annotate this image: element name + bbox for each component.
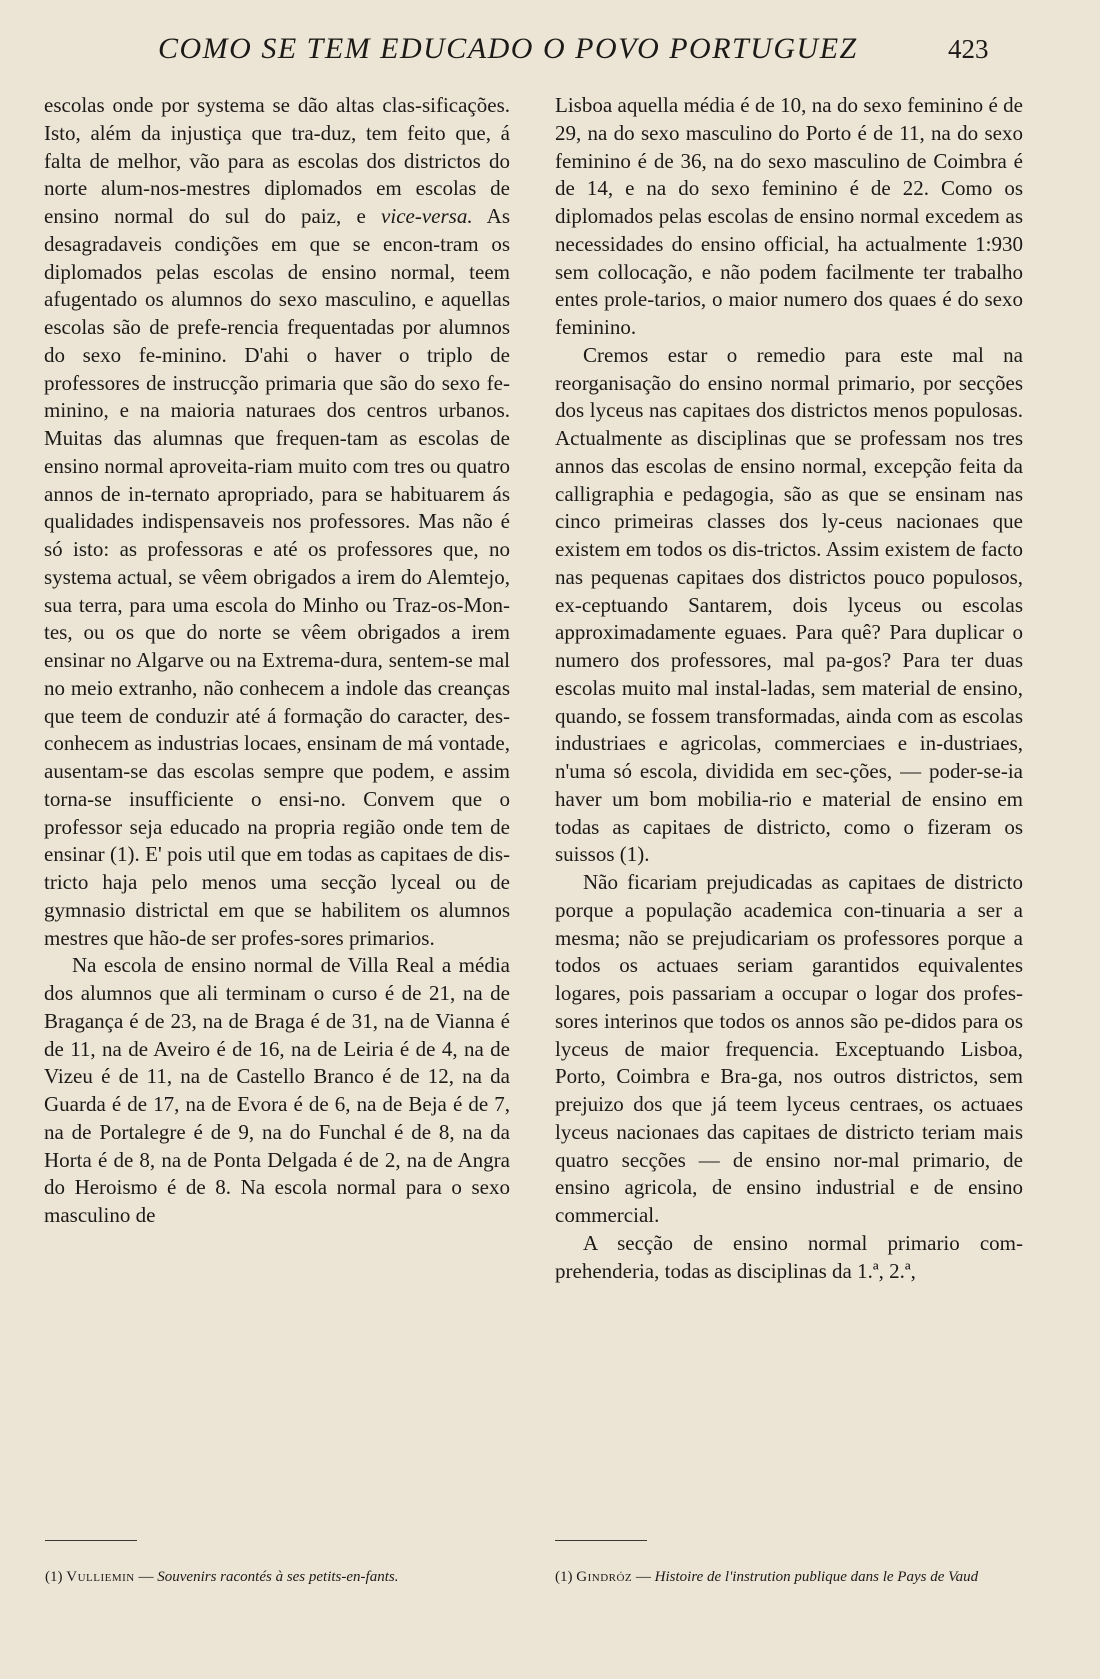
left-p1-text-b: As desagradaveis condições em que se encon-tram os diplomados pelas escolas de ensino normal, teem afugentado os alumnos do sexo masculino, e aquellas escolas são de prefe-rencia frequentadas por alumnos do sexo fe-minino. D'ahi o haver o triplo de professores de instrucção primaria que são do sexo fe-minino, e na maioria naturaes dos centros urbanos. Muitas das alumnas que frequen-tam as escolas de ensino normal aproveita-riam muito com tres ou quatro annos de in-ternato apropriado, para se habituarem ás qualidades indispensaveis nos professores. Mas não é só isto: as professoras e até os professores que, no systema actual, se vêem obrigados a irem do Alemtejo, sua terra, para uma escola do Minho ou Traz-os-Mon-tes, ou os que do norte se vêem obrigados a irem ensinar no Algarve ou na Extrema-dura, sentem-se mal no meio extranho, não conhecem a indole das creanças que teem de conduzir até á formação do caracter, des-conhecem as industrias locaes, ensinam de má vontade, ausentam-se das escolas sempre que podem, e assim torna-se insufficiente o ensi-no. Convem que o professor seja educado na propria região onde tem de ensinar (1). E' pois util que em todas as capitaes de dis-tricto haja pelo menos uma secção lyceal ou de gymnasio districtal em que se habilitem os alumnos mestres que hão-de ser profes-sores primarios. [44,204,510,950]
footnote-left [45,1568,515,1587]
footnote-left-marker: (1) [45,1569,67,1585]
left-paragraph-1 [44,92,510,952]
right-paragraph-1: Lisboa aquella média é de 10, na do sexo feminino é de 29, na do sexo masculino do Porto é de 11, na do sexo feminino é de 36, na do sexo masculino de Coimbra é de 14, e na do sexo feminino é de 22. Como os diplomados pelas escolas de ensino normal excedem as necessidades do ensino official, ha actualmente 1:930 sem collocação, e não podem facilmente ter trabalho entes prole-tarios, o maior numero dos quaes é do sexo feminino. [555,93,1023,339]
right-paragraph-3: Não ficariam prejudicadas as capitaes de districto porque a população academica con-tinuaria a ser a mesma; não se prejudicariam os professores porque a todos os actuaes seriam garantidos equivalentes logares, pois passariam a occupar o logar dos profes-sores interinos que todos os annos são pe-didos para os lyceus de maior frequencia. Exceptuando Lisboa, Porto, Coimbra e Bra-ga, nos outros districtos, sem prejuizo dos que já teem lyceus centraes, os actuaes lyceus nacionaes das capitaes de districto teriam mais quatro secções — de ensino nor-mal primario, de ensino agricola, de ensino industrial e de ensino commercial. [555,870,1023,1227]
footnote-divider-left [45,1540,137,1541]
footnote-right-marker: (1) [555,1569,577,1585]
footnote-divider-right [555,1540,647,1541]
right-column [555,92,1023,1285]
left-column [44,92,510,1230]
footnote-right [555,1568,1023,1587]
footnote-right-title: Histoire de l'instrution publique dans le Pays de Vaud [654,1569,979,1585]
page-header [0,30,1100,70]
left-p1-italic: vice-versa. [381,204,473,228]
page-number: 423 [948,34,989,64]
running-title: COMO SE TEM EDUCADO O POVO PORTUGUEZ [158,32,858,65]
right-paragraph-4: A secção de ensino normal primario com-prehenderia, todas as disciplinas da 1.ª, 2.ª, [555,1230,1023,1283]
footnote-right-author: Gindróz [576,1569,633,1585]
footnote-left-author: Vulliemin [66,1569,135,1585]
left-p1-text-a: escolas onde por systema se dão altas clas-sificações. Isto, além da injustiça que tra-duz, tem feito que, á falta de melhor, vão para as escolas dos districtos do norte alum-nos-mestres diplomados em escolas de ensino normal do sul do paiz, e [44,93,510,228]
footnote-right-dash: — [632,1569,655,1585]
left-paragraph-2: Na escola de ensino normal de Villa Real a média dos alumnos que ali terminam o curso é de 21, na de Bragança é de 23, na de Braga é de 31, na de Vianna é de 11, na de Aveiro é de 16, na de Leiria é de 4, na de Vizeu é de 11, na de Castello Branco é de 12, na da Guarda é de 17, na de Evora é de 6, na de Beja é de 7, na de Portalegre é de 9, na do Funchal é de 8, na da Horta é de 8, na de Ponta Delgada é de 2, na de Angra do Heroismo é de 8. Na escola normal para o sexo masculino de [44,953,510,1227]
footnote-left-title: Souvenirs racontés à ses petits-en-fants. [157,1569,399,1585]
right-paragraph-2: Cremos estar o remedio para este mal na reorganisação do ensino normal primario, por secções dos lyceus nas capitaes dos districtos menos populosas. Actualmente as disciplinas que se professam nos tres annos das escolas de ensino normal, excepção feita da calligraphia e pedagogia, são as que se ensinam nas cinco primeiras classes dos ly-ceus nacionaes que existem em todos os dis-trictos. Assim existem de facto nas pequenas capitaes dos districtos pouco populosos, ex-ceptuando Santarem, dois lyceus ou escolas approximadamente eguaes. Para quê? Para duplicar o numero dos professores, mal pa-gos? Para ter duas escolas muito mal instal-ladas, sem material de ensino, quando, se fossem transformadas, ainda com as escolas industriaes e agricolas, commerciaes e in-dustriaes, n'uma só escola, dividida em sec-ções, — poder-se-ia haver um bom mobilia-rio e material de ensino em todas as capitaes de districto, como o fizeram os suissos (1). [555,342,1023,867]
footnote-left-dash: — [134,1569,158,1585]
